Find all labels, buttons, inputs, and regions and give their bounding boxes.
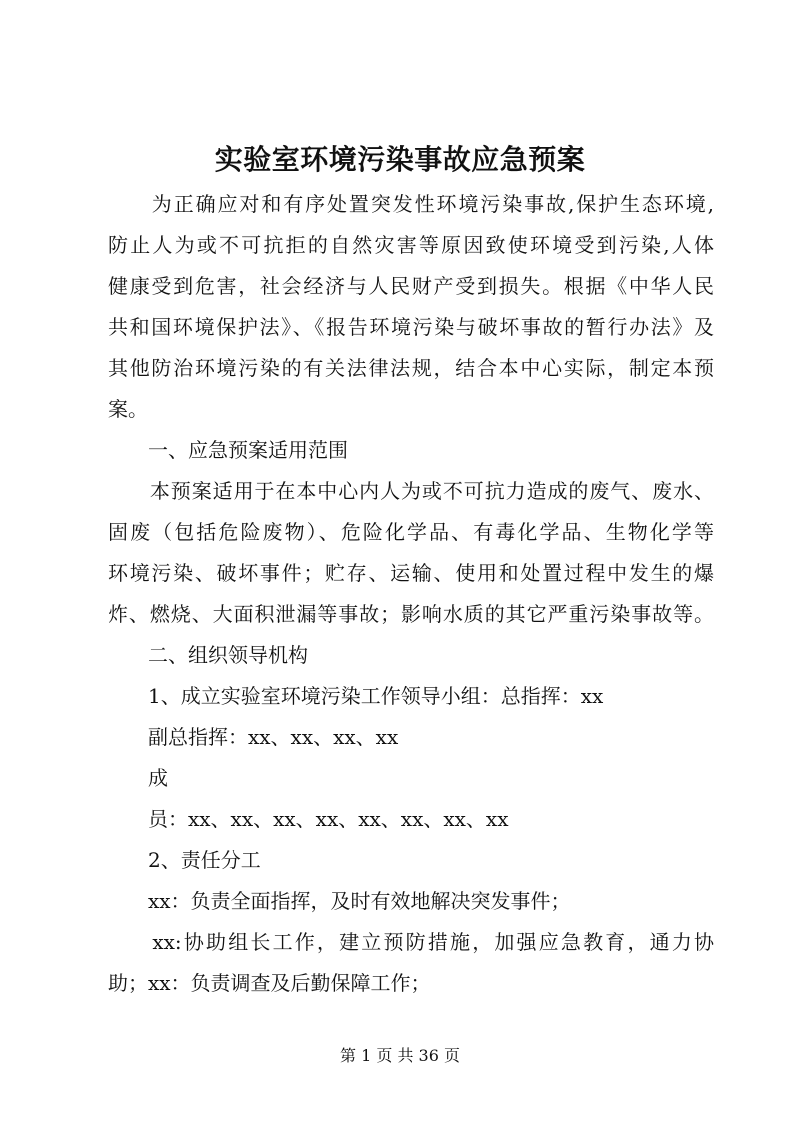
body-line-10: 环境污染、破坏事件；贮存、运输、使用和处置过程中发生的爆 xyxy=(108,561,714,585)
body-line-1: 为正确应对和有序处置突发性环境污染事故,保护生态环境, xyxy=(108,192,714,216)
body-line-3: 健康受到危害，社会经济与人民财产受到损失。根据《中华人民 xyxy=(108,274,714,298)
body-line-16: 员：xx、xx、xx、xx、xx、xx、xx、xx xyxy=(108,807,509,831)
body-line-18: xx：负责全面指挥，及时有效地解决突发事件； xyxy=(108,889,571,913)
body-line-5: 其他防治环境污染的有关法律法规，结合本中心实际，制定本预 xyxy=(108,356,714,380)
body-line-14: 副总指挥：xx、xx、xx、xx xyxy=(108,725,399,749)
body-line-15: 成 xyxy=(108,766,168,790)
page-number-footer: 第 1 页 共 36 页 xyxy=(340,1046,460,1065)
document-title: 实验室环境污染事故应急预案 xyxy=(214,143,586,176)
section-heading-scope: 一、应急预案适用范围 xyxy=(108,438,348,462)
body-line-2: 防止人为或不可抗拒的自然灾害等原因致使环境受到污染,人体 xyxy=(108,233,714,257)
body-line-4: 共和国环境保护法》、《报告环境污染与破坏事故的暂行办法》及 xyxy=(108,315,714,339)
body-line-13: 1、成立实验室环境污染工作领导小组：总指挥：xx xyxy=(108,684,604,708)
body-line-11: 炸、燃烧、大面积泄漏等事故；影响水质的其它严重污染事故等。 xyxy=(108,602,714,626)
body-line-6: 案。 xyxy=(108,397,148,421)
body-line-17: 2、责任分工 xyxy=(108,848,261,872)
section-heading-organization: 二、组织领导机构 xyxy=(108,643,308,667)
body-line-20: 助；xx：负责调查及后勤保障工作； xyxy=(108,971,431,995)
body-line-8: 本预案适用于在本中心内人为或不可抗力造成的废气、废水、 xyxy=(108,479,714,503)
body-line-19: xx:协助组长工作，建立预防措施，加强应急教育，通力协 xyxy=(108,930,714,954)
body-line-9: 固废（包括危险废物）、危险化学品、有毒化学品、生物化学等 xyxy=(108,520,714,544)
